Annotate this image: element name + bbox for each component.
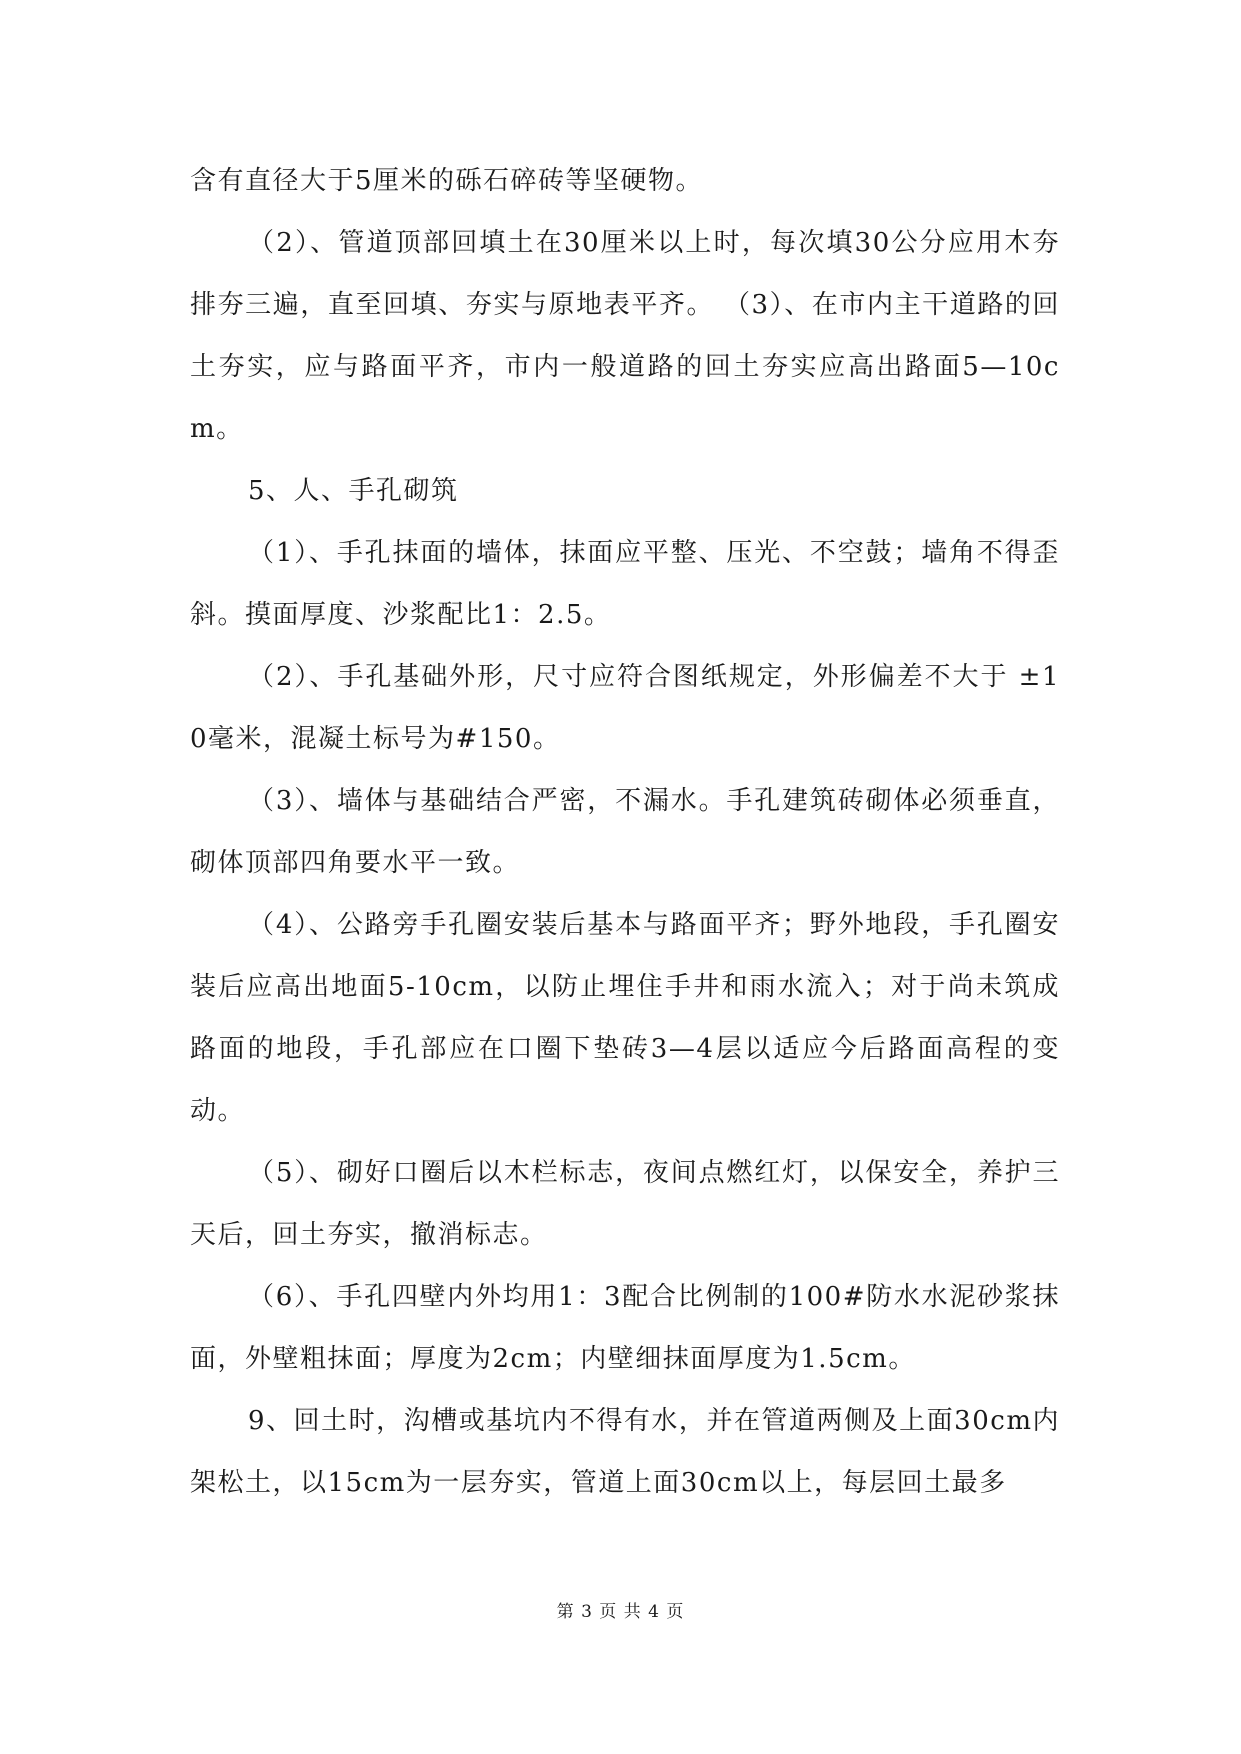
section-heading-hand-hole: 5、人、手孔砌筑	[248, 476, 459, 506]
paragraph-continuation: 含有直径大于5厘米的砾石碎砖等坚硬物。	[190, 166, 704, 196]
paragraph-item-6: （6）、手孔四壁内外均用1：3配合比例制的100#防水水泥砂浆抹面，外壁粗抹面；厚度为2cm；内壁细抹面厚度为1.5cm。	[190, 1282, 1060, 1374]
paragraph-backfill-2-3: （2）、管道顶部回填土在30厘米以上时，每次填30公分应用木夯排夯三遍，直至回填、夯实与原地表平齐。 （3）、在市内主干道路的回土夯实，应与路面平齐，市内一般道路的回土夯实应高出路面5—10cm。	[190, 228, 1060, 444]
paragraph-backfill-9: 9、回土时，沟槽或基坑内不得有水，并在管道两侧及上面30cm内架松土，以15cm为一层夯实，管道上面30cm以上，每层回土最多	[190, 1406, 1060, 1498]
paragraph-item-5: （5）、砌好口圈后以木栏标志，夜间点燃红灯，以保安全，养护三天后，回土夯实，撤消标志。	[190, 1158, 1060, 1250]
paragraph-item-3: （3）、墙体与基础结合严密，不漏水。手孔建筑砖砌体必须垂直，砌体顶部四角要水平一致。	[190, 786, 1060, 878]
page-footer: 第 3 页 共 4 页	[556, 1602, 685, 1622]
paragraph-item-1: （1）、手孔抹面的墙体，抹面应平整、压光、不空鼓；墙角不得歪斜。摸面厚度、沙浆配比1：2.5。	[190, 538, 1060, 630]
paragraph-item-4: （4）、公路旁手孔圈安装后基本与路面平齐；野外地段，手孔圈安装后应高出地面5-10cm，以防止埋住手井和雨水流入；对于尚未筑成路面的地段，手孔部应在口圈下垫砖3—4层以适应今后路面高程的变动。	[190, 910, 1060, 1126]
document-body	[190, 150, 1060, 1514]
paragraph-item-2: （2）、手孔基础外形，尺寸应符合图纸规定，外形偏差不大于 ±10毫米，混凝土标号为#150。	[190, 662, 1060, 754]
